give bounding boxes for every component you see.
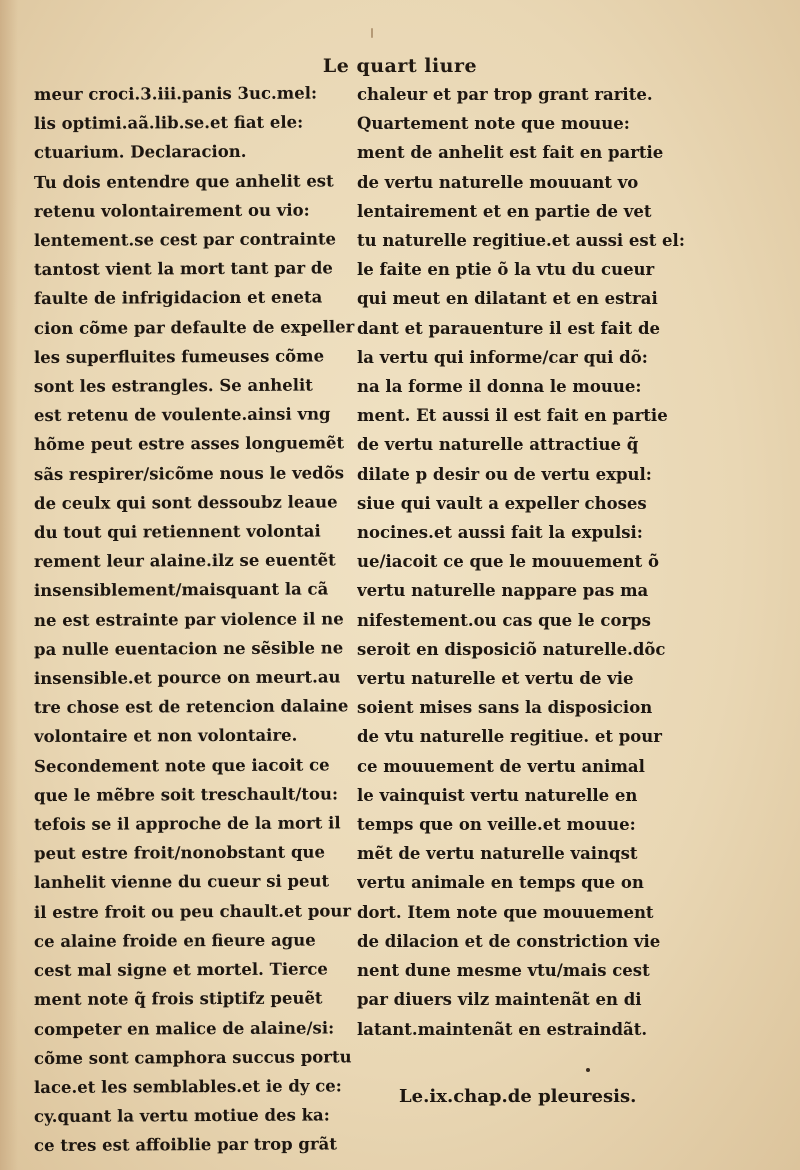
text-line: ctuarium. Declaracion.	[33, 142, 247, 163]
text-line: mẽt de vertu naturelle vainqst	[357, 844, 638, 864]
text-line: que le mẽbre soit treschault/tou:	[33, 784, 339, 805]
text-line: rement leur alaine.ilz se euentẽt	[33, 550, 336, 572]
text-line: insensible.et pource on meurt.au	[33, 667, 341, 689]
text-line: dilate p desir ou de vertu expul:	[357, 464, 652, 484]
text-line: ment de anhelit est fait en partie	[357, 143, 664, 163]
text-line: dant et parauenture il est fait de	[357, 318, 661, 338]
text-line: na la forme il donna le mouue:	[357, 377, 642, 397]
right-text-column	[357, 80, 689, 1111]
text-line: lanhelit vienne du cueur si peut	[33, 871, 330, 893]
ink-speck	[586, 1068, 590, 1072]
text-line: le faite en ptie õ la vtu du cueur	[357, 260, 655, 280]
text-line: lentairement et en partie de vet	[357, 201, 652, 221]
text-line: hõme peut estre asses longuemẽt	[33, 433, 345, 455]
text-line: cõme sont camphora succus portu	[33, 1047, 352, 1068]
text-line: de ceulx qui sont dessoubz leaue	[33, 492, 338, 513]
text-line: ce mouuement de vertu animal	[357, 756, 645, 776]
column-spacer	[357, 1044, 689, 1074]
text-line: Secondement note que iacoit ce	[33, 755, 330, 776]
text-line: ment. Et aussi il est fait en partie	[357, 406, 668, 426]
text-line: Quartement note que mouue:	[357, 114, 630, 134]
text-line: lis optimi.aã.lib.se.et fiat ele:	[33, 112, 304, 134]
text-line: il estre froit ou peu chault.et pour	[33, 901, 352, 922]
text-line: meur croci.3.iii.panis 3uc.mel:	[33, 83, 318, 104]
text-line: soient mises sans la disposicion	[357, 698, 653, 718]
page-edge-shadow	[0, 0, 18, 1170]
text-line: lace.et les semblables.et ie dy ce:	[33, 1076, 342, 1097]
text-line: seroit en disposiciõ naturelle.dõc	[357, 639, 666, 659]
text-line: par diuers vilz maintenãt en di	[357, 990, 642, 1010]
text-line: ce tres est affoiblie par trop grãt	[33, 1134, 337, 1156]
text-line: volontaire et non volontaire.	[33, 726, 298, 747]
text-line: nifestement.ou cas que le corps	[357, 610, 651, 630]
text-line: de vtu naturelle regitiue. et pour	[357, 727, 662, 747]
text-line: qui meut en dilatant et en estrai	[357, 289, 658, 309]
text-line: ment note q̃ frois stiptifz peuẽt	[33, 988, 323, 1010]
text-line: sãs respirer/sicõme nous le vedõs	[33, 463, 345, 484]
text-line: Tu dois entendre que anhelit est	[33, 171, 334, 192]
left-text-column	[34, 80, 356, 1161]
text-line: lentement.se cest par contrainte	[33, 229, 337, 251]
text-line: dort. Item note que mouuement	[357, 902, 654, 922]
text-line: tefois se il approche de la mort il	[33, 813, 341, 835]
text-line: ue/iacoit ce que le mouuement õ	[357, 552, 660, 572]
text-line: pa nulle euentacion ne sẽsible ne	[33, 638, 344, 659]
text-line: cest mal signe et mortel. Tierce	[33, 959, 328, 981]
text-line: peut estre froit/nonobstant que	[33, 842, 326, 864]
chapter-heading: Le.ix.chap.de pleuresis.	[399, 1085, 637, 1107]
text-line: la vertu qui informe/car qui dõ:	[357, 347, 648, 367]
text-line: est retenu de voulente.ainsi vng	[33, 404, 331, 426]
ink-mark	[371, 28, 373, 38]
text-line: nocines.et aussi fait la expulsi:	[357, 523, 643, 543]
text-line: tantost vient la mort tant par de	[33, 258, 333, 280]
text-line: competer en malice de alaine/si:	[33, 1017, 335, 1039]
text-line: chaleur et par trop grant rarite.	[357, 85, 653, 104]
text-line: de vertu naturelle mouuant vo	[357, 172, 639, 192]
text-line: nent dune mesme vtu/mais cest	[357, 961, 650, 981]
text-line: cy.quant la vertu motiue des ka:	[33, 1105, 330, 1127]
running-title: Le quart liure	[322, 55, 478, 77]
text-line: latant.maintenãt en estraindãt.	[357, 1019, 648, 1039]
text-line: le vainquist vertu naturelle en	[357, 785, 638, 805]
text-line: vertu animale en temps que on	[357, 873, 644, 893]
text-line: cion cõme par defaulte de expeller	[33, 316, 355, 338]
text-line: ce alaine froide en fieure ague	[33, 930, 316, 951]
text-line: les superfluites fumeuses cõme	[33, 346, 325, 367]
text-line: temps que on veille.et mouue:	[357, 815, 636, 835]
text-line: vertu naturelle et vertu de vie	[357, 669, 634, 689]
text-line: de dilacion et de constriction vie	[357, 931, 661, 951]
text-line: tre chose est de retencion dalaine	[33, 696, 349, 718]
text-line: faulte de infrigidacion et eneta	[33, 287, 323, 309]
text-line: sont les estrangles. Se anhelit	[33, 375, 313, 397]
right-column-lines	[357, 80, 689, 1044]
text-line: du tout qui retiennent volontai	[33, 521, 321, 543]
text-line: de vertu naturelle attractiue q̃	[357, 435, 639, 455]
text-line: tu naturelle regitiue.et aussi est el:	[357, 231, 685, 251]
text-line: insensiblement/maisquant la cã	[33, 579, 329, 601]
text-line: vertu naturelle nappare pas ma	[357, 581, 649, 601]
text-line: siue qui vault a expeller choses	[357, 493, 647, 513]
text-line: ne est estrainte par violence il ne	[33, 609, 344, 630]
text-line: retenu volontairement ou vio:	[33, 200, 310, 221]
